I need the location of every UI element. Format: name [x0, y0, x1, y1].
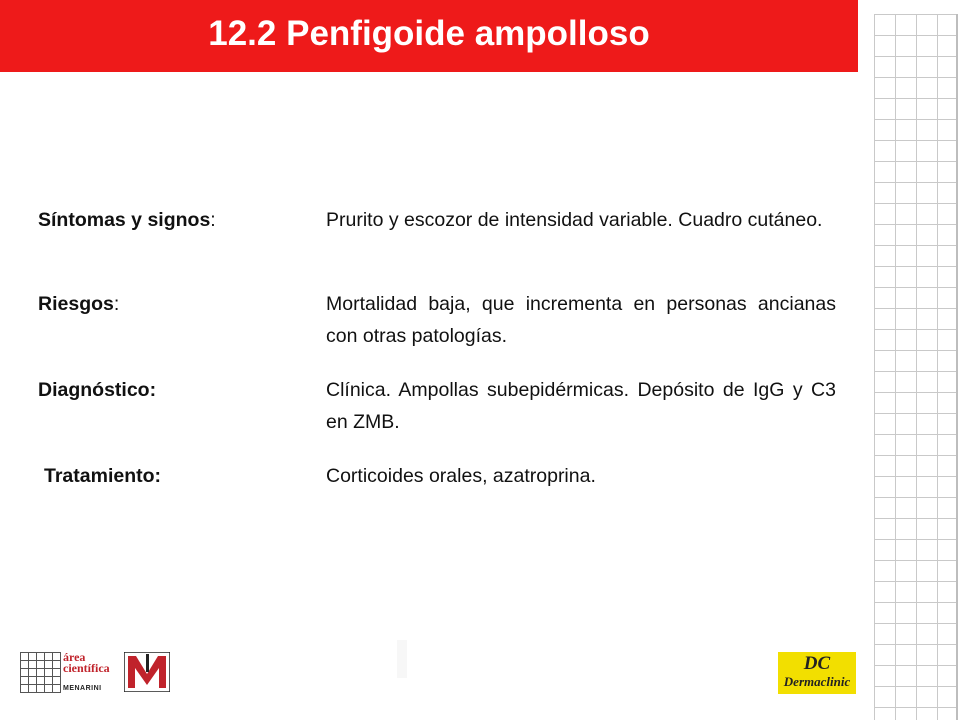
row-label-tratamiento: Tratamiento: — [44, 465, 162, 487]
area-logo-text: área científica — [63, 650, 110, 675]
slide-title: 12.2 Penfigoide ampolloso — [208, 14, 650, 53]
menarini-m-icon — [124, 652, 170, 692]
decorative-grid — [874, 14, 958, 720]
row-value-riesgos: Mortalidad baja, que incrementa en personas ancianas con otras patologías. — [326, 293, 836, 347]
row-value-diagnostico: Clínica. Ampollas subepidérmicas. Depósito de IgG y C3 en ZMB. — [326, 379, 836, 433]
row-label-diagnostico: Diagnóstico: — [38, 379, 157, 401]
row-label-sintomas: Síntomas y signos: — [38, 209, 216, 231]
grid-logo-icon — [20, 652, 61, 693]
dermaclinic-logo — [778, 652, 856, 694]
area-cientifica-logo — [20, 652, 120, 692]
row-value-tratamiento: Corticoides orales, azatroprina. — [326, 465, 596, 487]
area-logo-sub: MENARINI — [63, 685, 102, 692]
faint-divider — [397, 640, 407, 678]
row-label-riesgos: Riesgos: — [38, 293, 120, 315]
dermaclinic-initials: DC — [803, 653, 831, 674]
dermaclinic-name: Dermaclinic — [783, 674, 851, 689]
row-value-sintomas: Prurito y escozor de intensidad variable. Cuadro cutáneo. — [326, 209, 823, 231]
